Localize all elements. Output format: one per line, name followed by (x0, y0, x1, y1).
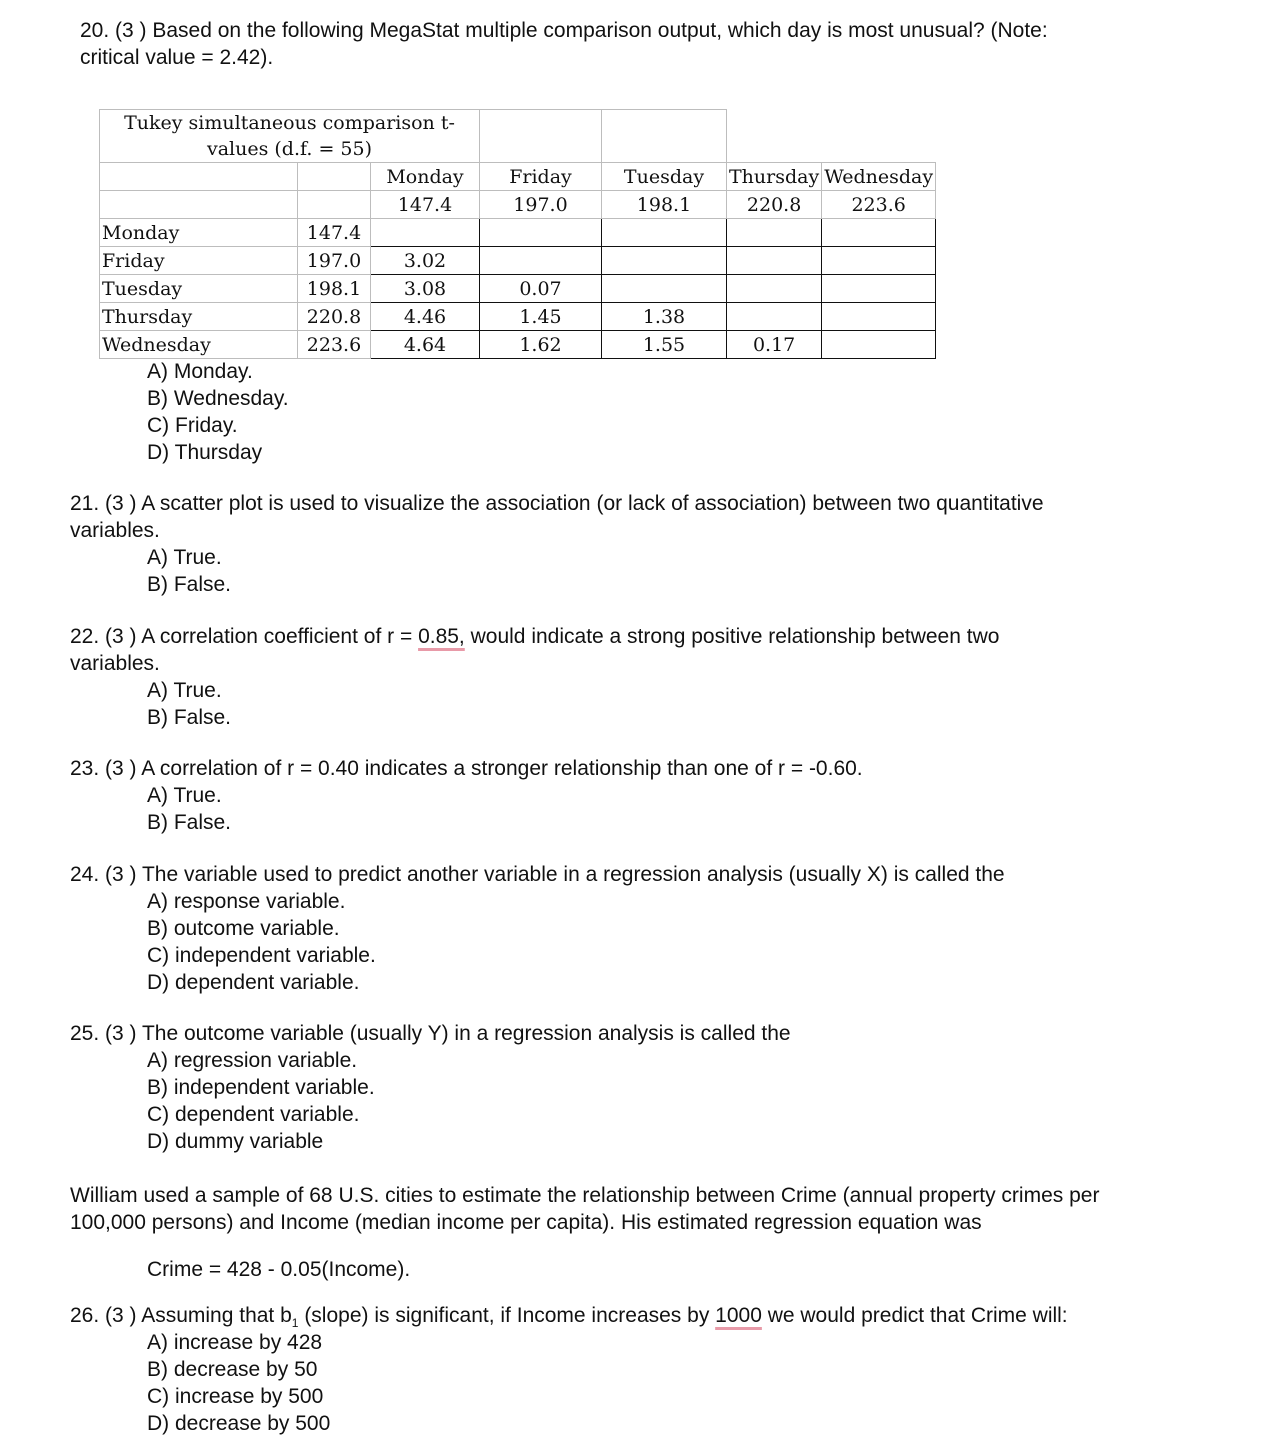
table-row (100, 219, 936, 247)
row-mean: 223.6 (298, 331, 371, 359)
option-d[interactable]: D) decrease by 500 (147, 1412, 331, 1435)
col-day: Tuesday (602, 163, 727, 191)
row-day: Thursday (100, 303, 298, 331)
row-day: Monday (100, 219, 298, 247)
question-22-line1: 22. (3 ) A correlation coefficient of r = 0.85, would indicate a strong positive relationship between two (70, 625, 1000, 648)
question-22 (70, 623, 1250, 677)
option-a[interactable]: A) response variable. (147, 890, 346, 913)
question-21-line2: variables. (70, 519, 160, 542)
question-26-options (147, 1329, 330, 1437)
option-d[interactable]: D) dummy variable (147, 1130, 324, 1153)
row-mean: 220.8 (298, 303, 371, 331)
table-row: Thursday 220.8 4.46 1.45 1.38 (100, 303, 936, 331)
question-24-line1: 24. (3 ) The variable used to predict another variable in a regression analysis (usually X) is called the (70, 863, 1005, 886)
question-21-line1: 21. (3 ) A scatter plot is used to visualize the association (or lack of association) between two quantitative (70, 492, 1044, 515)
question-25 (70, 1020, 1250, 1047)
row-mean: 197.0 (298, 247, 371, 275)
col-mean: 220.8 (727, 191, 822, 219)
table-row: Wednesday 223.6 4.64 1.62 1.55 0.17 (100, 331, 936, 359)
col-mean: 197.0 (480, 191, 602, 219)
context-paragraph (70, 1182, 1260, 1236)
option-c[interactable]: C) independent variable. (147, 944, 376, 967)
col-mean: 198.1 (602, 191, 727, 219)
option-c[interactable]: C) Friday. (147, 414, 238, 437)
question-21-options (147, 544, 231, 598)
question-20-options (147, 358, 289, 466)
question-20-line2: critical value = 2.42). (80, 46, 274, 69)
col-day: Wednesday (822, 163, 936, 191)
option-b[interactable]: B) decrease by 50 (147, 1358, 318, 1381)
spellcheck-mark: 1000 (715, 1304, 762, 1327)
question-22-line2: variables. (70, 652, 160, 675)
tukey-caption: Tukey simultaneous comparison t-values (d.f. = 55) (100, 110, 480, 163)
regression-equation: Crime = 428 - 0.05(Income). (147, 1258, 411, 1281)
question-20-line1: 20. (3 ) Based on the following MegaStat multiple comparison output, which day is most unusual? (Note: (80, 19, 1048, 42)
question-21 (70, 490, 1250, 544)
question-23-options (147, 782, 231, 836)
option-a[interactable]: A) True. (147, 784, 222, 807)
option-b[interactable]: B) False. (147, 811, 232, 834)
table-row: Tuesday 198.1 3.08 0.07 (100, 275, 936, 303)
question-23 (70, 755, 1250, 782)
row-day: Tuesday (100, 275, 298, 303)
question-23-line1: 23. (3 ) A correlation of r = 0.40 indicates a stronger relationship than one of r = -0.60. (70, 757, 863, 780)
option-c[interactable]: C) dependent variable. (147, 1103, 360, 1126)
option-a[interactable]: A) Monday. (147, 360, 253, 383)
question-20 (80, 17, 1260, 71)
option-b[interactable]: B) Wednesday. (147, 387, 289, 410)
tukey-table (99, 109, 936, 359)
question-24-options (147, 888, 376, 996)
spellcheck-mark: 0.85, (418, 625, 465, 648)
option-d[interactable]: D) Thursday (147, 441, 263, 464)
col-day: Monday (371, 163, 480, 191)
option-d[interactable]: D) dependent variable. (147, 971, 360, 994)
option-a[interactable]: A) True. (147, 679, 222, 702)
col-day: Thursday (727, 163, 822, 191)
row-mean: 147.4 (298, 219, 371, 247)
question-25-options (147, 1047, 375, 1155)
option-b[interactable]: B) False. (147, 706, 232, 729)
context-line1: William used a sample of 68 U.S. cities to estimate the relationship between Crime (annual property crimes per (70, 1184, 1100, 1207)
row-mean: 198.1 (298, 275, 371, 303)
option-a[interactable]: A) regression variable. (147, 1049, 358, 1072)
option-b[interactable]: B) independent variable. (147, 1076, 375, 1099)
col-mean: 147.4 (371, 191, 480, 219)
option-b[interactable]: B) False. (147, 573, 232, 596)
table-row: Friday 197.0 3.02 (100, 247, 936, 275)
row-day: Friday (100, 247, 298, 275)
question-22-options (147, 677, 231, 731)
col-day: Friday (480, 163, 602, 191)
context-line2: 100,000 persons) and Income (median income per capita). His estimated regression equation was (70, 1211, 982, 1234)
question-26-line1: 26. (3 ) Assuming that $b_1$ (slope) is significant, if Income increases by 1000 we would predict that Crime will: (70, 1304, 1068, 1331)
option-c[interactable]: C) increase by 500 (147, 1385, 324, 1408)
option-b[interactable]: B) outcome variable. (147, 917, 340, 940)
option-a[interactable]: A) True. (147, 546, 222, 569)
row-day: Wednesday (100, 331, 298, 359)
question-24 (70, 861, 1250, 888)
question-25-line1: 25. (3 ) The outcome variable (usually Y) in a regression analysis is called the (70, 1022, 791, 1045)
option-a[interactable]: A) increase by 428 (147, 1331, 323, 1354)
col-mean: 223.6 (822, 191, 936, 219)
